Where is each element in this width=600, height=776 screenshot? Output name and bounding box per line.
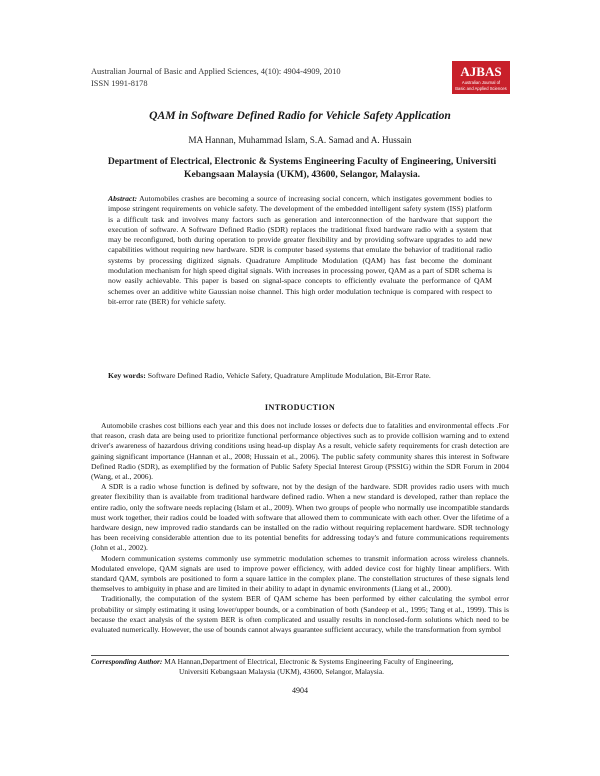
- abstract-label: Abstract:: [108, 194, 138, 203]
- paper-authors: MA Hannan, Muhammad Islam, S.A. Samad and A. Hussain: [188, 135, 412, 145]
- abstract: [108, 194, 492, 307]
- logo-acronym: AJBAS: [460, 64, 502, 79]
- journal-logo: [452, 61, 510, 94]
- abstract-text: Automobiles crashes are becoming a source of increasing social concern, which instigates government bodies to impose stringent requirements on vehicle safety. The development of the embedded intelligent safety system (ISS) platform is a difficult task and involves many factors such as generation and interconnection of the hardware that support the execution of software. A Software Defined Radio (SDR) replaces the traditional fixed hardware radio with a system that may be reconfigured, both during operation to provide greater flexibility and by providing software upgrades to add new capabilities without requiring new hardware. SDR is computer based systems that emulate the behavior of traditional radio systems by processing digitized signals. Quadrature Amplitude Modulation (QAM) has fast become the dominant modulation mechanism for high speed digital signals. With increases in processing power, QAM as a part of SDR schema is now easily achievable. This paper is based on signal-space concepts to efficiently evaluate the performance of QAM schemes over an additive white Gaussian noise channel. This high order modulation technique is compared with respect to bit-error rate (BER) for vehicle safety.: [108, 194, 492, 306]
- paragraph: Traditionally, the computation of the system BER of QAM scheme has been performed by either calculating the symbol error probability or simply estimating it using lower/upper bounds, or a combination of both (Sandeep et al., 1995; Tang et al., 1999). This is because the exact analysis of the system BER is often complicated and usually results in nonclosed-form solutions which need to be evaluated numerically. However, the use of bounds cannot always guarantee sufficient accuracy, while the transformation from symbol: [91, 594, 509, 635]
- paragraph: Automobile crashes cost billions each year and this does not include losses or defects due to fatalities and environmental effects .For that reason, crash data are being used to prioritize functional performance objectives such as to provide collision warning and to extend driver's awareness of hazardous driving conditions using head-up display As a result, vehicle safety requirements for crash detection are gaining significant importance (Hannan et al., 2008; Hussain et al., 2006). The public safety community shares this interest in Software Defined Radio (SDR), as exemplified by the formation of Public Safety Special Interest Group (PSSIG) within the SDR Forum in 2004 (Wang, et al., 2006).: [91, 421, 509, 482]
- paper-affiliation: Department of Electrical, Electronic & Systems Engineering Faculty of Engineering, Universiti Kebangsaan Malaysia (UKM), 43600, Selangor, Malaysia.: [107, 156, 497, 180]
- section-heading-introduction: INTRODUCTION: [264, 403, 336, 412]
- journal-citation: Australian Journal of Basic and Applied Sciences, 4(10): 4904-4909, 2010: [91, 67, 341, 76]
- paper-title: QAM in Software Defined Radio for Vehicle Safety Application: [149, 109, 451, 122]
- paragraph: A SDR is a radio whose function is defined by software, not by the design of the hardware. SDR provides radio users with much greater flexibility than is available from traditional hardware defined radio. When a new standard is developed, rather than replace the entire radio, only the software needs replacing (Islam et al., 2009). When two groups of people who normally use incompatible standards must work together, their radios could be loaded with software that allowed them to communicate with each other. Over the lifetime of a hardware design, new improved radio standards can be installed on the radio without requiring replacement hardware. SDR technology has been receiving considerable attention due to its potential benefits for addressing today's and future communications requirements (John et al., 2002).: [91, 482, 509, 553]
- corresponding-author-line1: MA Hannan,Department of Electrical, Electronic & Systems Engineering Faculty of Engineering,: [164, 657, 454, 666]
- corresponding-author-line2: Universiti Kebangsaan Malaysia (UKM), 43600, Selangor, Malaysia.: [179, 666, 384, 676]
- keywords-text: Software Defined Radio, Vehicle Safety, Quadrature Amplitude Modulation, Bit-Error Rate.: [147, 371, 431, 380]
- keywords: [108, 371, 492, 381]
- logo-line1: Australian Journal of: [461, 80, 501, 85]
- corresponding-author-label: Corresponding Author:: [91, 657, 163, 666]
- logo-line2: Basic and Applied Sciences: [455, 86, 507, 91]
- journal-issn: ISSN 1991-8178: [91, 79, 148, 88]
- paragraph: Modern communication systems commonly use symmetric modulation schemes to transmit information across wireless channels. Modulated envelope, QAM signals are used to improve power efficiency, with added device cost for highly linear amplifiers. With standard QAM, symbols are positioned to form a square lattice in the complex plane. The constellation structures of these signals lend themselves to ambiguity in phase and are limited in their ability to adapt in dynamic environments (Liang et al., 2000).: [91, 553, 509, 594]
- keywords-label: Key words:: [108, 371, 146, 380]
- journal-header: [91, 66, 341, 90]
- body-text: [91, 421, 509, 635]
- footnote-divider: [91, 655, 509, 656]
- corresponding-author: [91, 657, 509, 676]
- page-number: 4904: [292, 686, 308, 695]
